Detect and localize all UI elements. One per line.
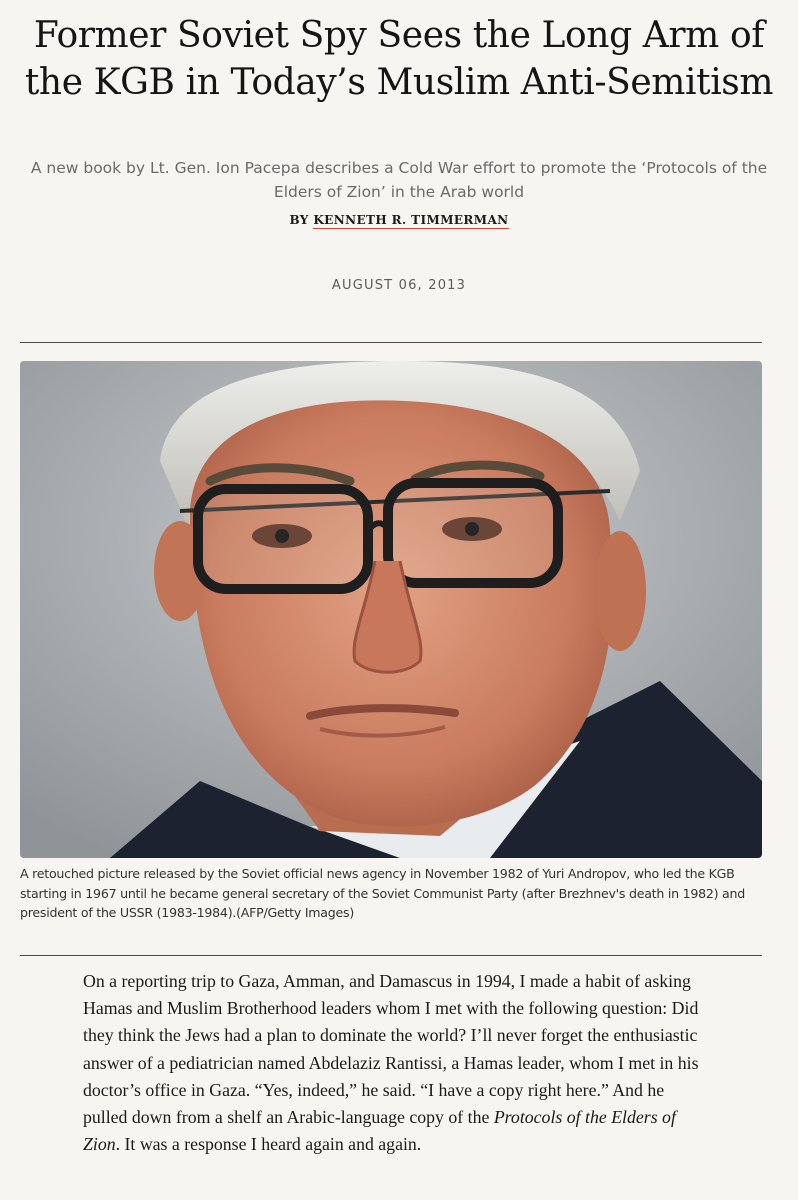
article-photo bbox=[20, 361, 762, 858]
article-headline: Former Soviet Spy Sees the Long Arm of the KGB in Today’s Muslim Anti-Semitism bbox=[24, 15, 774, 103]
body-text-part: On a reporting trip to Gaza, Amman, and Damascus in 1994, I made a habit of asking Hamas and Muslim Brotherhood leaders whom I met with the following question: Did they think the Jews had a plan to dominate the world? I’ll never forget the enthusiastic answer of a pediatrician named Abdelaziz Rantissi, a Hamas leader, whom I met in his doctor’s office in Gaza. “Yes, indeed,” he said. “I have a copy right here.” And he pulled down from a shelf an Arabic-language copy of the bbox=[83, 971, 699, 1128]
byline-prefix: BY bbox=[289, 213, 314, 227]
article-subheadline: A new book by Lt. Gen. Ion Pacepa describes a Cold War effort to promote the ‘Protocols of the Elders of Zion’ in the Arab world bbox=[30, 159, 768, 201]
image-caption: A retouched picture released by the Soviet official news agency in November 1982 of Yuri Andropov, who led the KGB starting in 1967 until he became general secretary of the Soviet Communist Party (after Brezhnev's death in 1982) and president of the USSR (1983-1984).(AFP/Getty Images) bbox=[20, 866, 745, 920]
byline bbox=[0, 213, 798, 227]
divider bbox=[20, 342, 762, 343]
book-title-italic: Protocols of the Elders of Zion bbox=[83, 1107, 676, 1155]
body-text-part: . It was a response I heard again and again. bbox=[115, 1134, 422, 1155]
portrait-illustration bbox=[20, 361, 762, 858]
author-link[interactable]: KENNETH R. TIMMERMAN bbox=[313, 213, 509, 227]
article-body-paragraph bbox=[83, 968, 703, 1158]
publish-date: AUGUST 06, 2013 bbox=[331, 278, 467, 293]
divider bbox=[20, 955, 762, 956]
